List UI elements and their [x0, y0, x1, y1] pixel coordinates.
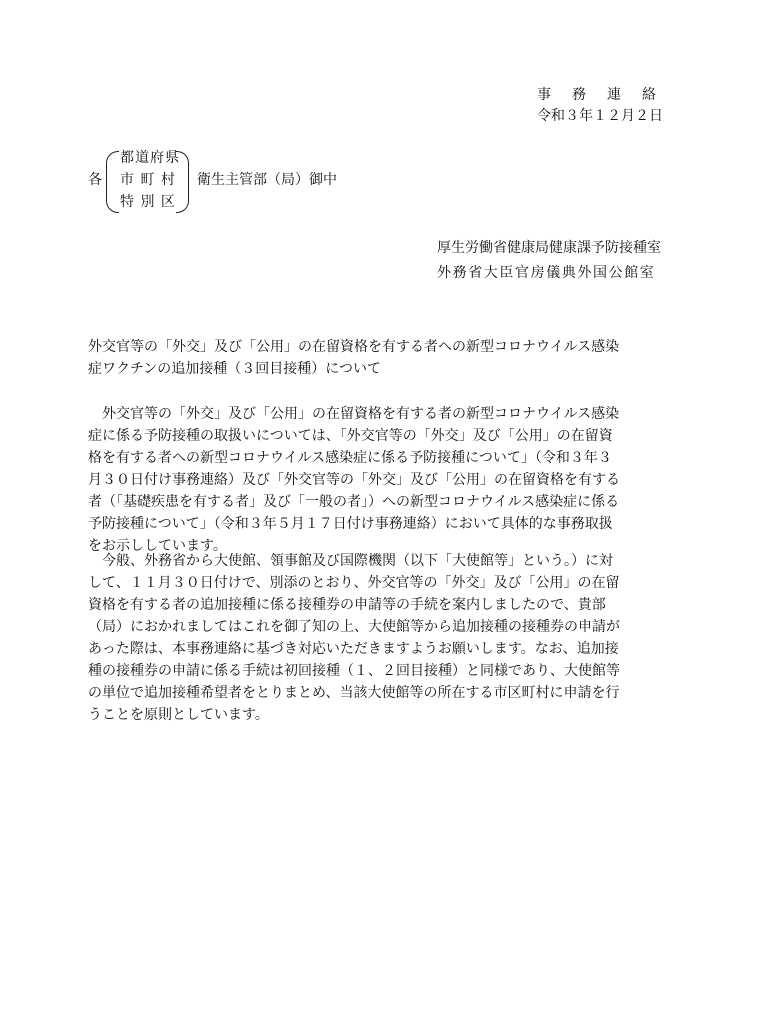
- body-paragraph-2-text: 今般、外務省から大使館、領事館及び国際機関（以下「大使館等」という。）に対 して、１１月３０日付けで、別添のとおり、外交官等の「外交」及び「公用」の在留 資格を有する者の追加接種に係る接種券の申請等の手続を案内しましたので、貴部 （局）におかれましてはこれを御了知の上、大使館等から追加接種の接種券の申請が あった際は、本事務連絡に基づき対応いただきますようお願いします。なお、追加接 種の接種券の申請に係る手続は初回接種（１、２回目接種）と同様であり、大使館等 の単位で追加接種希望者をとりまとめ、当該大使館等の所在する市区町村に申請を行 うことを原則としています。: [88, 553, 620, 723]
- addressee-suffix: 衛生主管部（局）御中: [197, 172, 337, 188]
- addressee-line-municipality: 市 町 村: [120, 172, 176, 188]
- right-bracket: [176, 151, 189, 213]
- addressee-line-prefecture: 都道府県: [120, 150, 180, 166]
- document-date: 令和３年１２月２日: [537, 108, 663, 124]
- body-paragraph-1-text: 外交官等の「外交」及び「公用」の在留資格を有する者の新型コロナウイルス感染 症に係る予防接種の取扱いについては、「外交官等の「外交」及び「公用」の在留資 格を有する者への新型コロナウイルス感染症に係る予防接種について」（令和３年３ 月３０日付け事務連絡）及び「外交官等の「外交」及び「公用」の在留資格を有する 者（「基礎疾患を有する者」及び「一般の者」）への新型コロナウイルス感染症に係る 予防接種について」（令和３年５月１７日付け事務連絡）において具体的な事務取扱 をお示ししています。: [88, 406, 620, 554]
- document-type: 事務連絡: [537, 87, 677, 103]
- body-paragraph-2: [88, 550, 678, 726]
- sender-foreign-ministry: 外務省大臣官房儀典外国公館室: [437, 265, 656, 281]
- addressee-line-special-ward: 特 別 区: [120, 194, 176, 210]
- sender-health-ministry: 厚生労働省健康局健康課予防接種室: [437, 240, 661, 256]
- subject: [88, 336, 678, 380]
- body-paragraph-1: [88, 403, 678, 557]
- left-bracket: [106, 151, 119, 213]
- addressee-prefix: 各: [88, 172, 102, 188]
- subject-text: 外交官等の「外交」及び「公用」の在留資格を有する者への新型コロナウイルス感染 症ワクチンの追加接種（３回目接種）について: [88, 339, 620, 377]
